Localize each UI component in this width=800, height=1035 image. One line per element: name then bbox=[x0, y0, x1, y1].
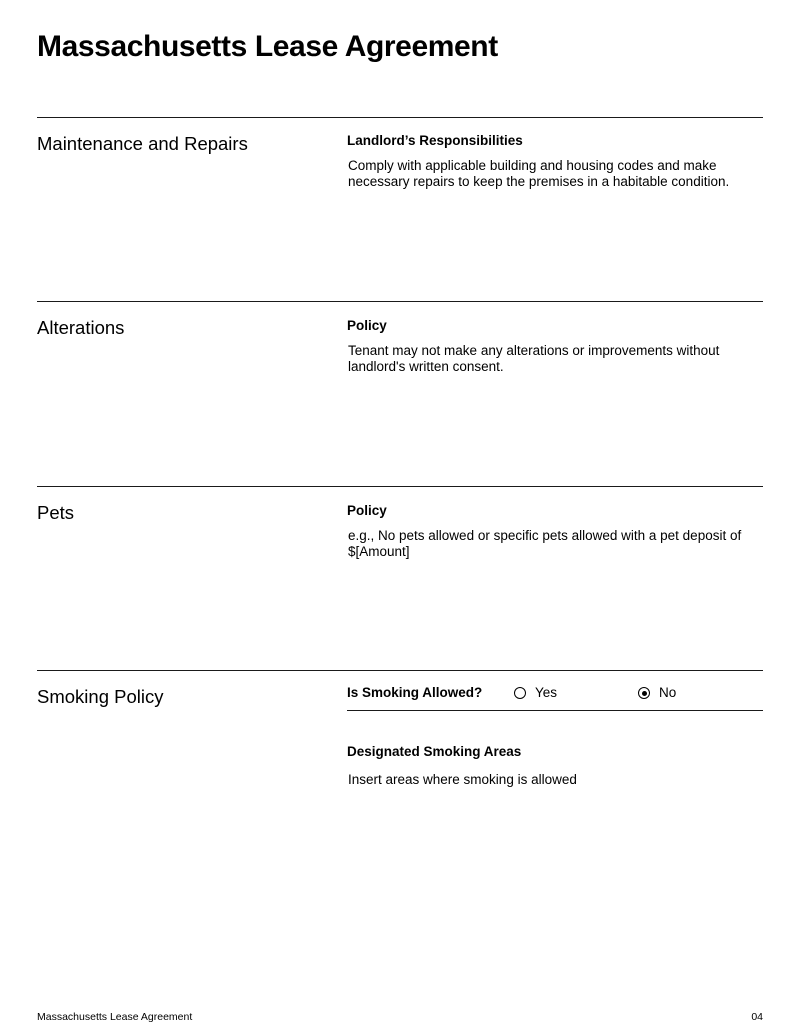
page-number: 04 bbox=[751, 1011, 763, 1023]
designated-smoking-areas-label: Designated Smoking Areas bbox=[347, 744, 522, 759]
smoking-no-label: No bbox=[659, 685, 677, 700]
section-smoking bbox=[37, 670, 763, 871]
section-title: Alterations bbox=[37, 317, 125, 338]
section-title: Smoking Policy bbox=[37, 686, 164, 707]
designated-smoking-areas-text[interactable]: Insert areas where smoking is allowed bbox=[348, 772, 577, 787]
pets-policy-text[interactable]: e.g., No pets allowed or specific pets allowed with a pet deposit of $[Amount] bbox=[348, 528, 742, 559]
landlord-responsibilities-text[interactable]: Comply with applicable building and housing codes and make necessary repairs to keep the premises in a habitable condition. bbox=[348, 158, 730, 189]
section-pets bbox=[37, 486, 763, 671]
section-title: Maintenance and Repairs bbox=[37, 133, 248, 154]
alterations-policy-text[interactable]: Tenant may not make any alterations or improvements without landlord's written consent. bbox=[348, 343, 720, 374]
smoking-yes-label: Yes bbox=[535, 685, 558, 700]
smoking-yes-option[interactable] bbox=[514, 685, 557, 701]
section-title: Pets bbox=[37, 502, 75, 523]
pets-policy-label: Policy bbox=[347, 503, 387, 518]
document-title: Massachusetts Lease Agreement bbox=[37, 30, 498, 63]
smoking-allowed-label: Is Smoking Allowed? bbox=[347, 685, 483, 700]
smoking-no-option[interactable] bbox=[638, 685, 676, 701]
radio-unchecked-icon[interactable] bbox=[514, 687, 526, 699]
landlord-responsibilities-label: Landlord’s Responsibilities bbox=[347, 133, 523, 148]
footer-title: Massachusetts Lease Agreement bbox=[37, 1011, 193, 1023]
radio-checked-icon[interactable] bbox=[638, 687, 650, 699]
alterations-policy-label: Policy bbox=[347, 318, 387, 333]
smoking-allowed-row bbox=[347, 684, 763, 711]
section-alterations bbox=[37, 301, 763, 487]
section-maintenance bbox=[37, 117, 763, 302]
